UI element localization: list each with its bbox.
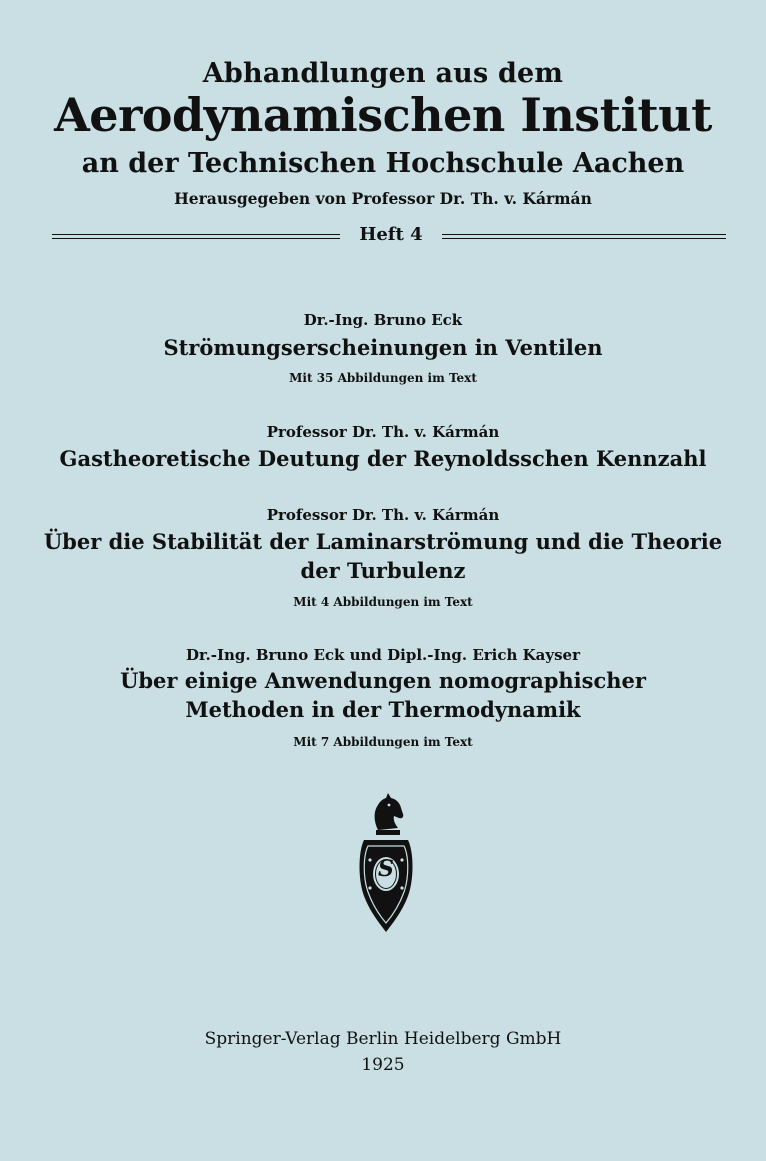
entry-3-title-line1: Über die Stabilität der Laminarströmung und die Theorie (43, 529, 723, 554)
entry-4-note: Mit 7 Abbildungen im Text (293, 735, 473, 749)
publisher: Springer-Verlag Berlin Heidelberg GmbH (204, 1029, 562, 1049)
entry-1-note: Mit 35 Abbildungen im Text (289, 371, 477, 385)
entry-2-author: Professor Dr. Th. v. Kármán (266, 423, 500, 441)
editor-line: Herausgegeben von Professor Dr. Th. v. Kármán (174, 189, 592, 208)
entry-4-title-line2: Methoden in der Thermodynamik (185, 697, 581, 722)
series-title-line1: Abhandlungen aus dem (202, 58, 564, 89)
entry-3-author: Professor Dr. Th. v. Kármán (266, 506, 500, 524)
heft-number: Heft 4 (359, 224, 423, 245)
emblem-letter: S (378, 856, 394, 882)
entry-3-note: Mit 4 Abbildungen im Text (293, 595, 473, 609)
entry-4-title-line1: Über einige Anwendungen nomographischer (120, 668, 646, 693)
entry-4-author: Dr.-Ing. Bruno Eck und Dipl.-Ing. Erich Kayser (185, 646, 580, 664)
double-rule-right (442, 234, 726, 239)
double-rule-left (52, 234, 340, 239)
entry-2-title-line1: Gastheoretische Deutung der Reynoldsschen Kennzahl (59, 446, 707, 471)
series-title-main: Aerodynamischen Institut (54, 88, 712, 142)
heft-rule-row (52, 224, 726, 252)
entry-1-author: Dr.-Ing. Bruno Eck (303, 311, 463, 329)
entry-3-title-line2: der Turbulenz (300, 558, 466, 583)
series-title-line3: an der Technischen Hochschule Aachen (81, 148, 685, 179)
publication-year: 1925 (361, 1055, 405, 1075)
entry-1-title-line1: Strömungserscheinungen in Ventilen (163, 335, 603, 360)
